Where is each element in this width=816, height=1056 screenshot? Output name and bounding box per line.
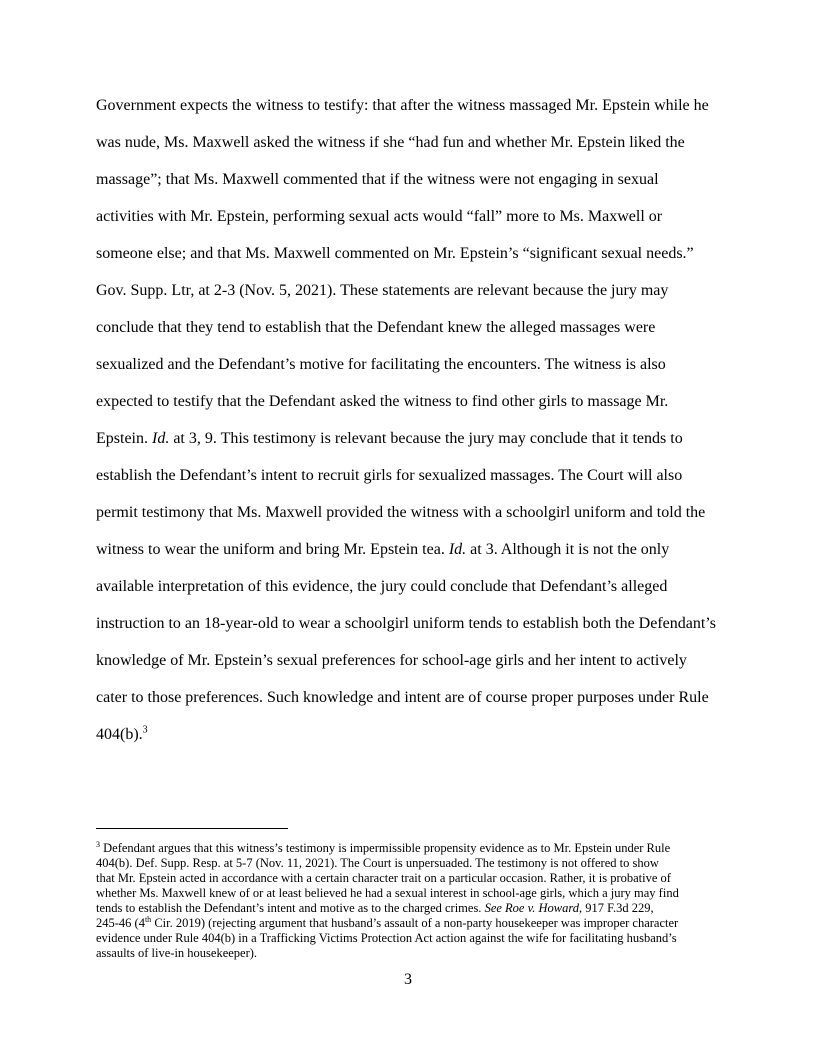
body-line: massage”; that Ms. Maxwell commented that if the witness were not engaging in sexual <box>96 171 659 188</box>
footnote-line <box>96 840 670 856</box>
page-number: 3 <box>404 971 412 988</box>
body-line: permit testimony that Ms. Maxwell provided the witness with a schoolgirl uniform and told the <box>96 504 706 521</box>
body-line: instruction to an 18-year-old to wear a schoolgirl uniform tends to establish both the Defendant’s <box>96 615 716 632</box>
text-run: , 917 F.3d 229, <box>578 901 654 915</box>
text-run: tends to establish the Defendant’s intent and motive as to the charged crimes. <box>96 901 485 915</box>
body-line: someone else; and that Ms. Maxwell commented on Mr. Epstein’s “significant sexual needs.” <box>96 245 694 262</box>
body-line: sexualized and the Defendant’s motive for facilitating the encounters. The witness is also <box>96 356 666 373</box>
footnote-line: evidence under Rule 404(b) in a Trafficking Victims Protection Act action against the wife for facilitating husband’s <box>96 931 677 945</box>
body-line: establish the Defendant’s intent to recruit girls for sexualized massages. The Court will also <box>96 467 683 484</box>
text-run: 245-46 (4 <box>96 916 145 930</box>
footnote-line <box>96 900 654 916</box>
text-run: witness to wear the uniform and bring Mr. Epstein tea. <box>96 541 449 558</box>
text-run: Cir. 2019) (rejecting argument that husband’s assault of a non-party housekeeper was improper character <box>151 916 679 930</box>
body-line: conclude that they tend to establish that the Defendant knew the alleged massages were <box>96 319 656 336</box>
citation-id: Id. <box>152 430 170 447</box>
body-line <box>96 725 148 745</box>
footnote-line: 404(b). Def. Supp. Resp. at 5-7 (Nov. 11, 2021). The Court is unpersuaded. The testimony is not offered to show <box>96 856 659 870</box>
body-line <box>96 429 683 449</box>
body-line: Gov. Supp. Ltr, at 2-3 (Nov. 5, 2021). These statements are relevant because the jury may <box>96 282 669 299</box>
text-run: at 3. Although it is not the only <box>466 541 670 558</box>
text-run: Epstein. <box>96 430 152 447</box>
footnote-line: assaults of live-in housekeeper). <box>96 946 258 960</box>
citation-id: Id. <box>448 541 467 558</box>
footnote-line: whether Ms. Maxwell knew of or at least believed he had a sexual interest in school-age girls, which a jury may find <box>96 886 679 900</box>
footnote-separator <box>96 828 288 829</box>
body-line: available interpretation of this evidence, the jury could conclude that Defendant’s alleged <box>96 578 668 595</box>
footnote-line: that Mr. Epstein acted in accordance with a certain character trait on a particular occasion. Rather, it is probative of <box>96 871 671 885</box>
text-run: at 3, 9. This testimony is relevant because the jury may conclude that it tends to <box>169 430 683 447</box>
case-citation: See Roe v. Howard <box>484 901 579 915</box>
body-line: expected to testify that the Defendant asked the witness to find other girls to massage Mr. <box>96 393 669 410</box>
body-line: cater to those preferences. Such knowledge and intent are of course proper purposes under Rule <box>96 689 709 706</box>
footnote-reference: 3 <box>142 724 148 736</box>
body-line: activities with Mr. Epstein, performing sexual acts would “fall” more to Ms. Maxwell or <box>96 208 663 225</box>
body-line <box>96 540 669 560</box>
footnote-marker: 3 <box>96 839 100 849</box>
body-line: knowledge of Mr. Epstein’s sexual preferences for school-age girls and her intent to actively <box>96 652 687 669</box>
body-line: was nude, Ms. Maxwell asked the witness if she “had fun and whether Mr. Epstein liked the <box>96 134 685 151</box>
text-run: 404(b). <box>96 726 143 743</box>
text-run: Defendant argues that this witness’s testimony is impermissible propensity evidence as to Mr. Epstein under Rule <box>100 841 671 855</box>
ordinal-suffix: th <box>144 914 152 924</box>
body-line: Government expects the witness to testify: that after the witness massaged Mr. Epstein while he <box>96 97 709 114</box>
footnote-line <box>96 915 678 931</box>
